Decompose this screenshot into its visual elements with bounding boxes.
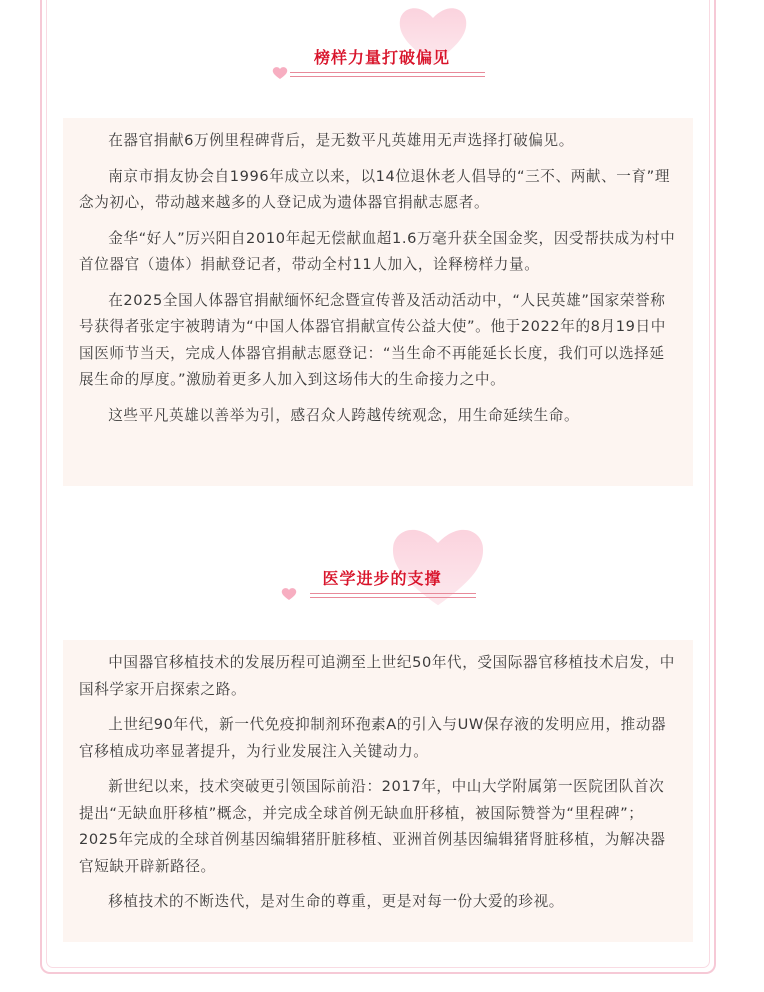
paragraph: 南京市捐友协会自1996年成立以来，以14位退休老人倡导的“三不、两献、一育”理念为初心，带动越来越多的人登记成为遗体器官捐献志愿者。 <box>79 167 671 211</box>
paragraph: 新世纪以来，技术突破更引领国际前沿：2017年，中山大学附属第一医院团队首次提出“无缺血肝移植”概念，并完成全球首例无缺血肝移植，被国际赞誉为“里程碑”；2025年完成的全球首例基因编辑猪肝脏移植、亚洲首例基因编辑猪肾脏移植，为解决器官短缺开辟新路径。 <box>79 778 666 875</box>
section-title: 医学进步的支撑 <box>322 569 442 588</box>
paragraph: 这些平凡英雄以善举为引，感召众人跨越传统观念，用生命延续生命。 <box>108 406 580 424</box>
paragraph: 金华“好人”厉兴阳自2010年起无偿献血超1.6万毫升获全国金奖，因受帮扶成为村中首位器官（遗体）捐献登记者，带动全村11人加入，诠释榜样力量。 <box>79 229 676 273</box>
title-underline <box>290 76 485 77</box>
paragraph: 在器官捐献6万例里程碑背后，是无数平凡英雄用无声选择打破偏见。 <box>108 132 574 149</box>
title-underline <box>310 597 476 598</box>
paragraph: 在2025全国人体器官捐献缅怀纪念暨宣传普及活动活动中，“人民英雄”国家荣誉称号获得者张定宇被聘请为“中国人体器官捐献宣传公益大使”。他于2022年的8月19日中国医师节当天，完成人体器官捐献志愿登记：“当生命不再能延长长度，我们可以选择延展生命的厚度。”激励着更多人加入到这场伟大的生命接力之中。 <box>79 291 666 388</box>
content-panel <box>63 640 693 942</box>
section-title: 榜样力量打破偏见 <box>313 48 450 67</box>
paragraph: 移植技术的不断迭代，是对生命的尊重，更是对每一份大爱的珍视。 <box>108 893 565 910</box>
title-underline <box>290 72 485 73</box>
heart-icon <box>281 587 297 601</box>
heart-icon <box>272 66 288 80</box>
paragraph: 上世纪90年代，新一代免疫抑制剂环孢素A的引入与UW保存液的发明应用，推动器官移植成功率显著提升，为行业发展注入关键动力。 <box>79 716 667 760</box>
content-panel <box>63 118 693 486</box>
title-underline <box>310 593 476 594</box>
paragraph: 中国器官移植技术的发展历程可追溯至上世纪50年代，受国际器官移植技术启发，中国科学家开启探索之路。 <box>79 654 675 698</box>
